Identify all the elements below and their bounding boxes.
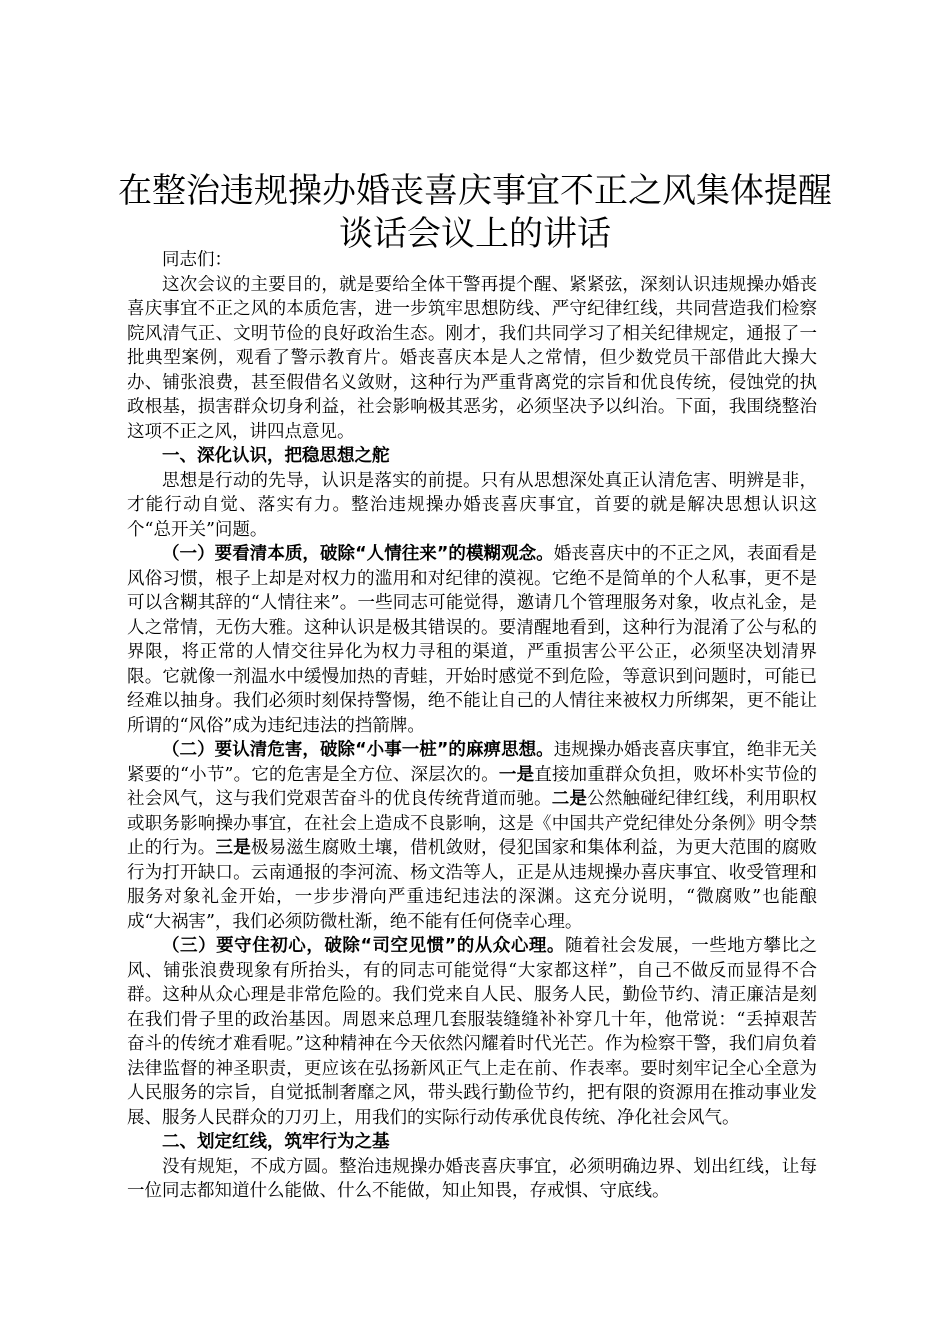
section-2-heading: 二、划定红线，筑牢行为之基	[162, 1132, 390, 1152]
point-1-text: 婚丧喜庆中的不正之风，表面看是风俗习惯，根子上却是对权力的滥用和对纪律的漠视。它绝不是简单的个人私事，更不是可以含糊其辞的“人情往来”。一些同志可能觉得，邀请几个管理服务对象，收点礼金，是人之常情，无伤大雅。这种认识是极其错误的。要清醒地看到，这种行为混淆了公与私的界限，将正常的人情交往异化为权力寻租的渠道，严重损害公平公正，必须坚决划清界限。它就像一剂温水中缓慢加热的青蛙，开始时感觉不到危险，等意识到问题时，可能已经难以抽身。我们必须时刻保持警惕，绝不能让自己的人情往来被权力所绑架，更不能让所谓的“风俗”成为违纪违法的挡箭牌。	[127, 544, 817, 736]
point-2-text-b: 直接加重群众负担，败坏朴实节俭的社会风气，这与我们党艰苦奋斗的优良传统背道而驰。	[127, 764, 818, 809]
point-1-heading: （一）要看清本质，破除“人情往来”的模糊观念。	[162, 544, 554, 564]
point-2-second-label: 二是	[551, 789, 588, 809]
section-1-intro: 思想是行动的先导，认识是落实的前提。只有从思想深处真正认清危害、明辨是非，才能行动自觉、落实有力。整治违规操办婚丧喜庆事宜，首要的就是解决思想认识这个“总开关”问题。	[127, 470, 817, 540]
salutation: 同志们：	[162, 250, 232, 270]
document-body	[127, 248, 817, 1204]
section-2-intro: 没有规矩，不成方圆。整治违规操办婚丧喜庆事宜，必须明确边界、划出红线，让每一位同志都知道什么能做、什么不能做，知止知畏，存戒惧、守底线。	[127, 1156, 817, 1201]
point-2-third-label: 三是	[215, 838, 251, 858]
point-2-text-d: 极易滋生腐败土壤，借机敛财，侵犯国家和集体利益，为更大范围的腐败行为打开缺口。云南通报的李河流、杨文浩等人，正是从违规操办喜庆事宜、收受管理和服务对象礼金开始，一步步滑向严重违纪违法的深渊。这充分说明，“微腐败”也能酿成“大祸害”，我们必须防微杜渐，绝不能有任何侥幸心理。	[127, 838, 818, 932]
section-1-heading: 一、深化认识，把稳思想之舵	[162, 446, 390, 466]
point-1-paragraph	[127, 542, 817, 738]
point-2-heading: （二）要认清危害，破除“小事一桩”的麻痹思想。	[162, 740, 554, 760]
point-2-paragraph	[127, 738, 817, 934]
intro-paragraph: 这次会议的主要目的，就是要给全体干警再提个醒、紧紧弦，深刻认识违规操办婚丧喜庆事宜不正之风的本质危害，进一步筑牢思想防线、严守纪律红线，共同营造我们检察院风清气正、文明节俭的良好政治生态。刚才，我们共同学习了相关纪律规定，通报了一批典型案例，观看了警示教育片。婚丧喜庆本是人之常情，但少数党员干部借此大操大办、铺张浪费，甚至假借名义敛财，这种行为严重背离党的宗旨和优良传统，侵蚀党的执政根基，损害群众切身利益，社会影响极其恶劣，必须坚决予以纠治。下面，我围绕整治这项不正之风，讲四点意见。	[127, 274, 817, 442]
point-3-heading: （三）要守住初心，破除“司空见惯”的从众心理。	[162, 936, 565, 956]
point-3-paragraph	[127, 934, 817, 1130]
document-title: 在整治违规操办婚丧喜庆事宜不正之风集体提醒谈话会议上的讲话	[118, 171, 832, 254]
point-2-text-c: 公然触碰纪律红线，利用职权或职务影响操办事宜，在社会上造成不良影响，这是《中国共产党纪律处分条例》明令禁止的行为。	[127, 789, 818, 858]
point-2-first-label: 一是	[498, 764, 535, 785]
point-2-text-a: 违规操办婚丧喜庆事宜，绝非无关紧要的“小节”。它的危害是全方位、深层次的。	[127, 740, 817, 785]
point-3-text: 随着社会发展，一些地方攀比之风、铺张浪费现象有所抬头，有的同志可能觉得“大家都这样”，自己不做反而显得不合群。这种从众心理是非常危险的。我们党来自人民、服务人民，勤俭节约、清正廉洁是刻在我们骨子里的政治基因。周恩来总理几套服装缝缝补补穿几十年，他常说：“丢掉艰苦奋斗的传统才难看呢。”这种精神在今天依然闪耀着时代光芒。作为检察干警，我们肩负着法律监督的神圣职责，更应该在弘扬新风正气上走在前、作表率。要时刻牢记全心全意为人民服务的宗旨，自觉抵制奢靡之风，带头践行勤俭节约，把有限的资源用在推动事业发展、服务人民群众的刀刃上，用我们的实际行动传承优良传统、净化社会风气。	[127, 936, 817, 1128]
